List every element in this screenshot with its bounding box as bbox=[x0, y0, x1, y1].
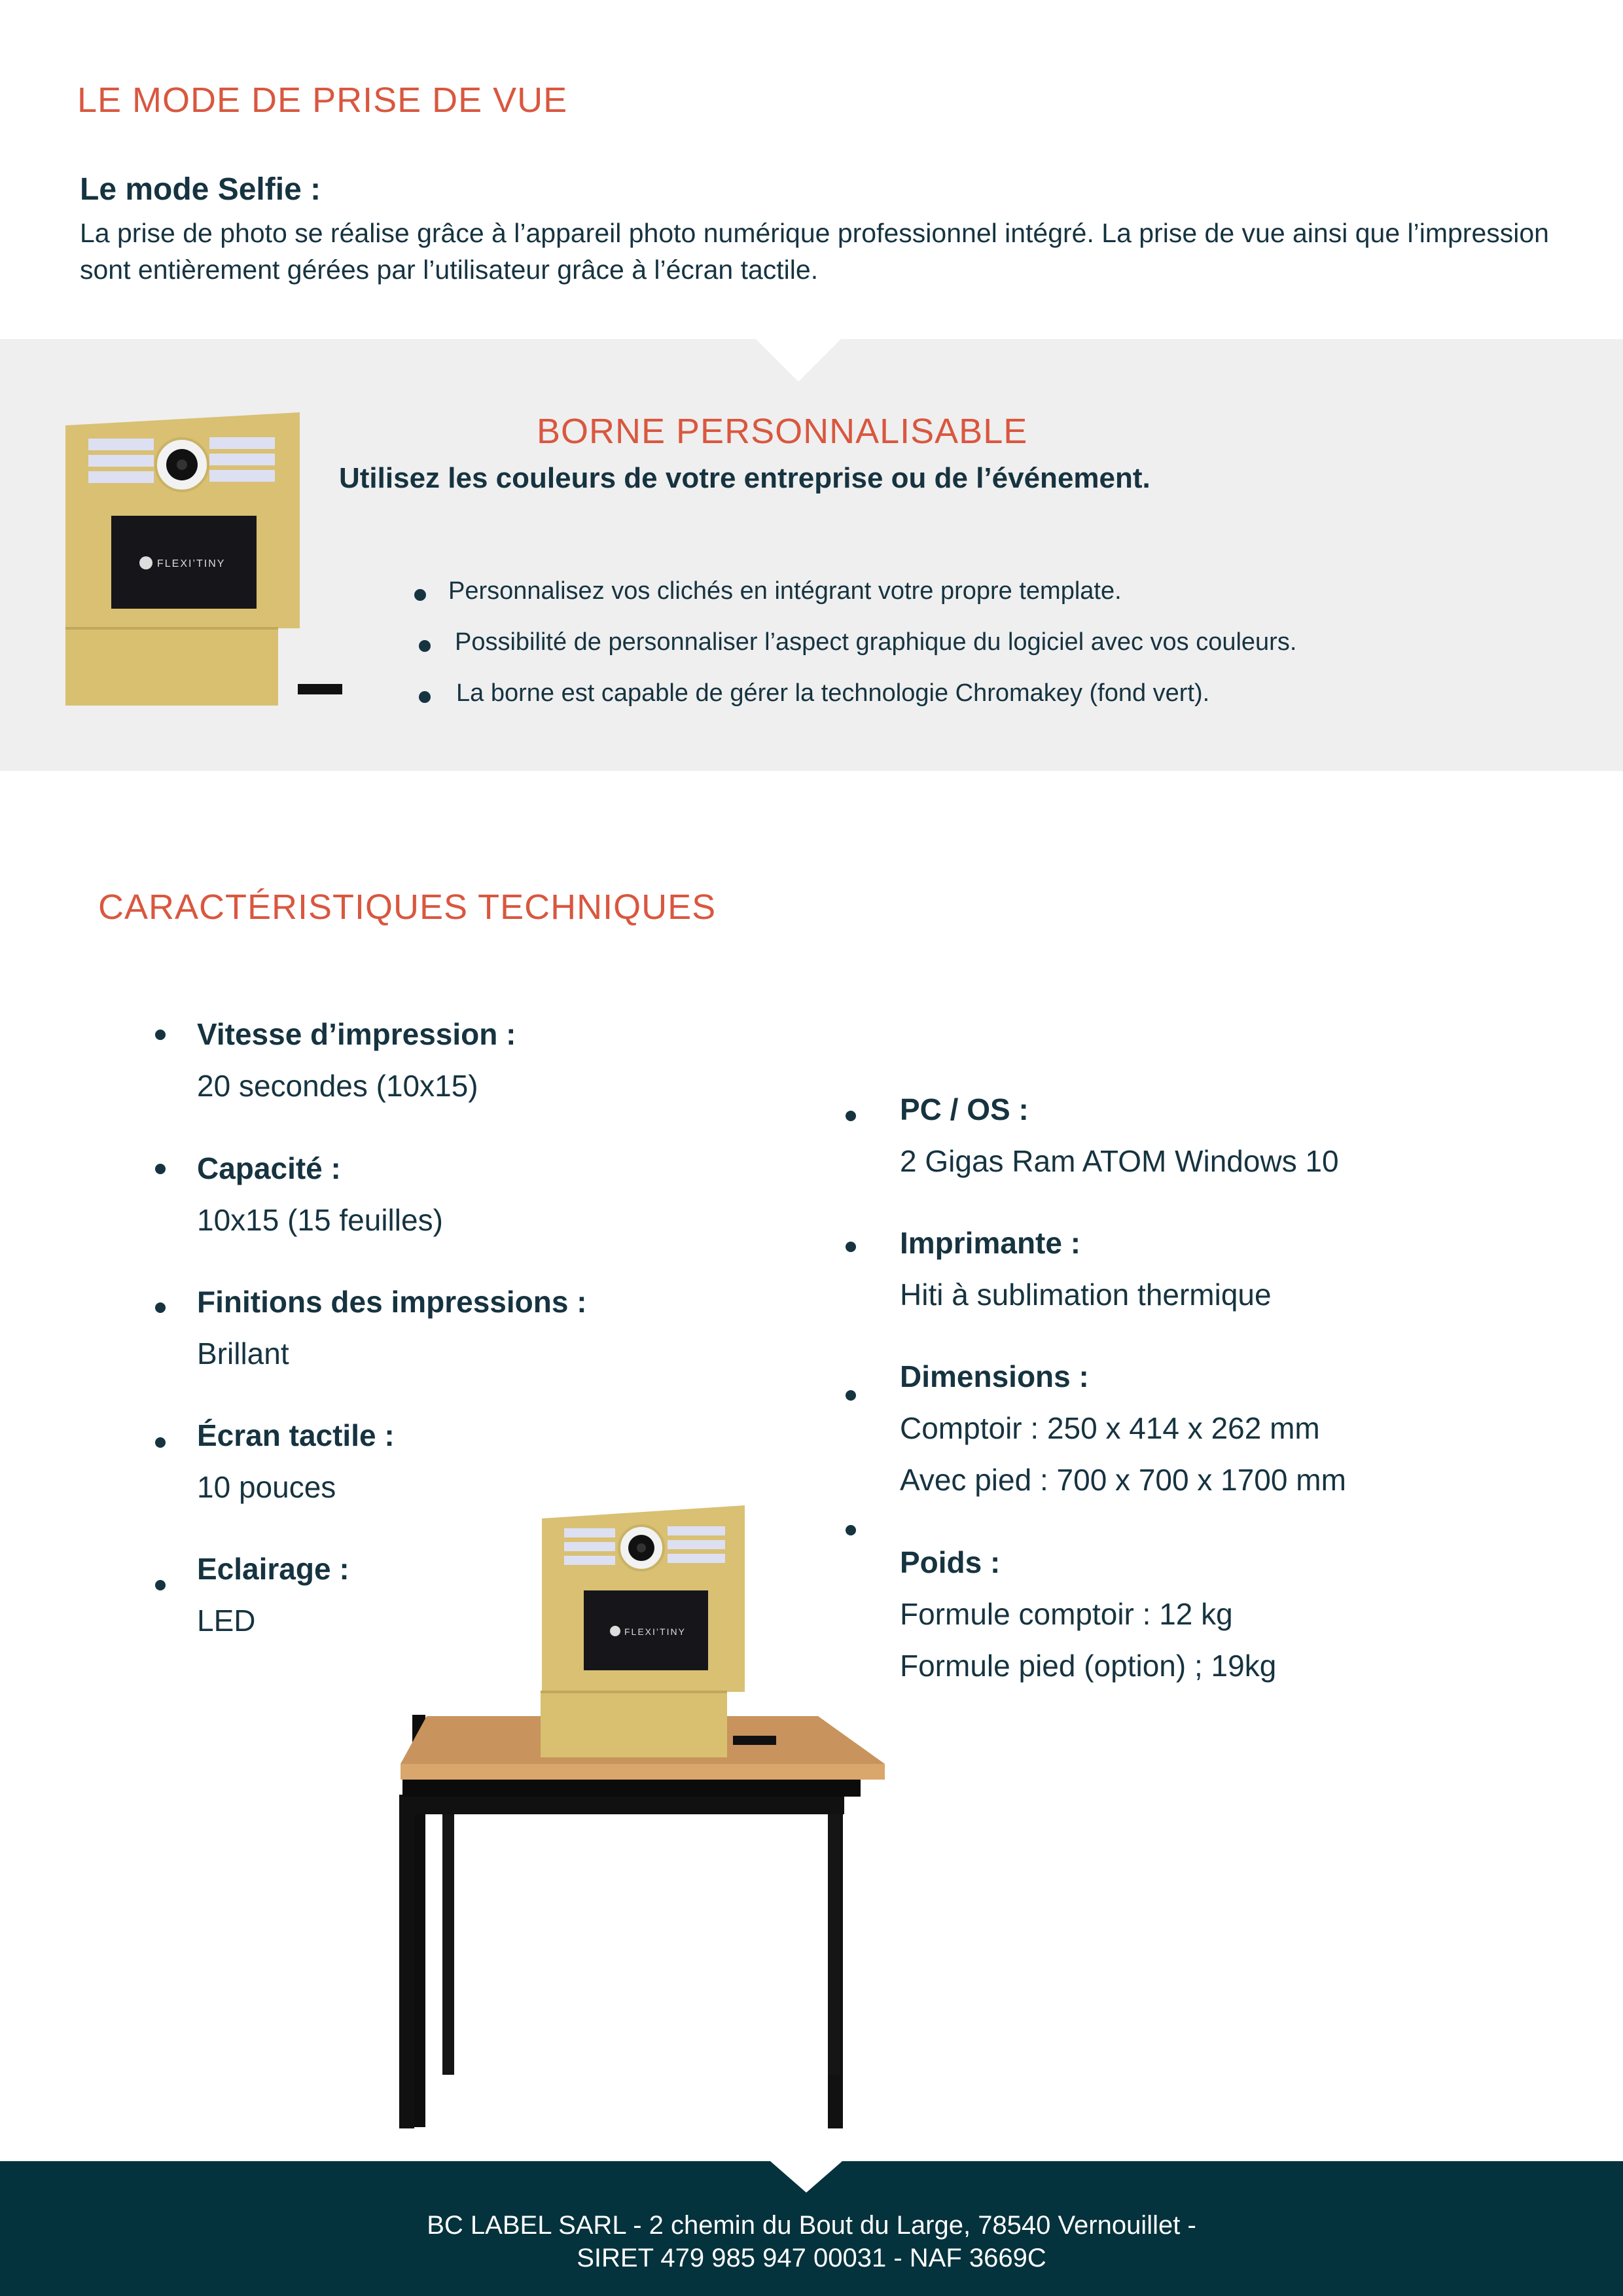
mode-section-subtitle: Le mode Selfie : bbox=[80, 172, 321, 207]
bullet-icon bbox=[155, 1580, 166, 1590]
kiosk-image bbox=[59, 406, 347, 713]
bullet-icon bbox=[846, 1242, 856, 1252]
spec-value: Comptoir : 250 x 414 x 262 mm bbox=[900, 1411, 1320, 1445]
mode-section-body: La prise de photo se réalise grâce à l’appareil photo numérique professionnel intégré. La prise de vue ainsi que l’impression sont entièrement gérées par l’utilisateur grâce à l’écran tactile. bbox=[80, 218, 1549, 285]
mode-section-title: LE MODE DE PRISE DE VUE bbox=[77, 81, 568, 120]
tech-section-title: CARACTÉRISTIQUES TECHNIQUES bbox=[98, 888, 717, 927]
spec-label: PC / OS : bbox=[900, 1092, 1029, 1126]
custom-item: La borne est capable de gérer la technologie Chromakey (fond vert). bbox=[456, 679, 1210, 707]
spec-value: 2 Gigas Ram ATOM Windows 10 bbox=[900, 1144, 1339, 1178]
spec-label: Imprimante : bbox=[900, 1226, 1081, 1260]
band-notch bbox=[756, 339, 841, 382]
spec-label: Écran tactile : bbox=[197, 1418, 395, 1452]
kiosk-brand: FLEXI’TINY bbox=[624, 1626, 686, 1637]
bullet-icon bbox=[846, 1111, 856, 1121]
spec-label: Poids : bbox=[900, 1545, 1001, 1579]
spec-label: Dimensions : bbox=[900, 1359, 1089, 1393]
bullet-icon bbox=[419, 640, 431, 652]
spec-value: Formule comptoir : 12 kg bbox=[900, 1597, 1233, 1631]
footer-address: BC LABEL SARL - 2 chemin du Bout du Large, 78540 Vernouillet - bbox=[427, 2211, 1196, 2240]
bullet-icon bbox=[155, 1302, 166, 1313]
bullet-icon bbox=[155, 1030, 166, 1040]
spec-label: Eclairage : bbox=[197, 1552, 349, 1586]
spec-label: Vitesse d’impression : bbox=[197, 1017, 516, 1051]
spec-value: Formule pied (option) ; 19kg bbox=[900, 1649, 1277, 1683]
kiosk-brand: FLEXI’TINY bbox=[157, 558, 226, 569]
kiosk-on-table-image bbox=[393, 1492, 890, 2147]
spec-value: Hiti à sublimation thermique bbox=[900, 1278, 1272, 1312]
custom-section-subtitle: Utilisez les couleurs de votre entreprise ou de l’événement. bbox=[339, 462, 1150, 494]
bullet-icon bbox=[155, 1437, 166, 1448]
bullet-icon bbox=[155, 1164, 166, 1174]
spec-label: Capacité : bbox=[197, 1151, 341, 1185]
footer-siret: SIRET 479 985 947 00031 - NAF 3669C bbox=[577, 2244, 1046, 2272]
spec-value: 20 secondes (10x15) bbox=[197, 1069, 478, 1103]
spec-value: 10 pouces bbox=[197, 1470, 336, 1504]
custom-section-title: BORNE PERSONNALISABLE bbox=[537, 412, 1028, 451]
spec-value: Avec pied : 700 x 700 x 1700 mm bbox=[900, 1463, 1346, 1497]
footer-notch bbox=[770, 2161, 842, 2193]
bullet-icon bbox=[846, 1390, 856, 1401]
custom-item: Personnalisez vos clichés en intégrant votre propre template. bbox=[448, 577, 1122, 605]
spec-value: 10x15 (15 feuilles) bbox=[197, 1203, 443, 1237]
bullet-icon bbox=[414, 589, 426, 601]
spec-label: Finitions des impressions : bbox=[197, 1285, 587, 1319]
bullet-icon bbox=[419, 691, 431, 703]
spec-value: Brillant bbox=[197, 1336, 289, 1371]
custom-item: Possibilité de personnaliser l’aspect graphique du logiciel avec vos couleurs. bbox=[455, 628, 1297, 656]
spec-value: LED bbox=[197, 1604, 256, 1638]
